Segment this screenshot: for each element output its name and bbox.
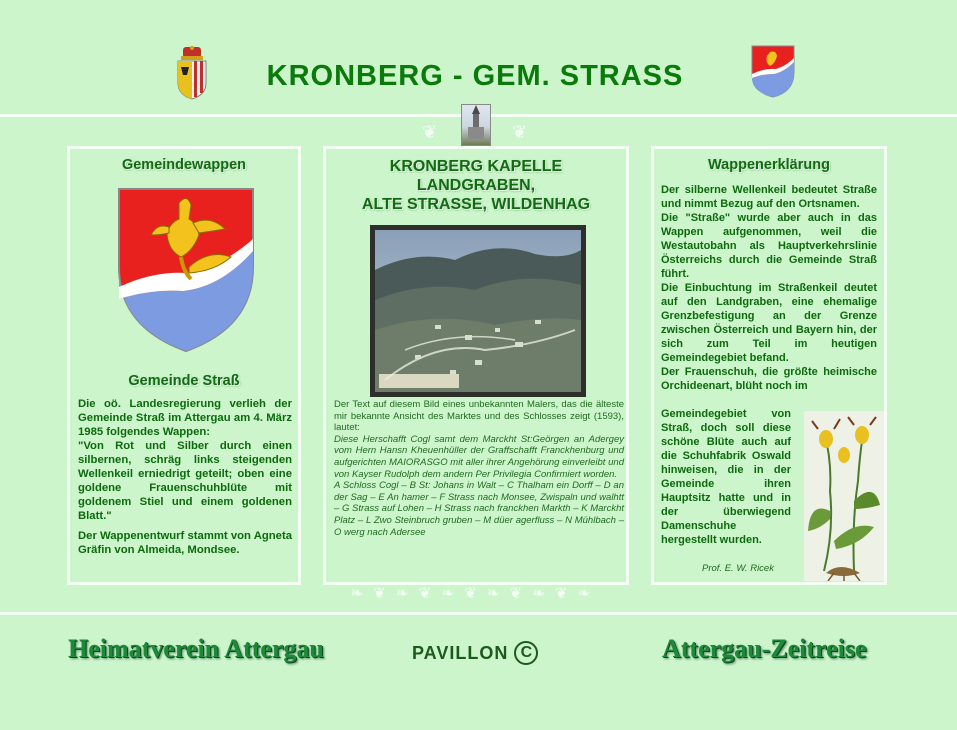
right-panel-author: Prof. E. W. Ricek: [702, 563, 774, 574]
center-legend-italic: A Schloss Cogl – B St: Johans in Walt – C Thalham ein Dorff – D an der Sag – E An hamer – F Strass nach Monsee, Zwispaln und walhtt – G Strass auf Lohen – H Strass nach franckhen Markth – K Marckht Platz – L Zwo Steinbruch gruben – M düer agerfluss – N Mühlbach – O werg nach Adersee: [334, 480, 624, 538]
strass-coat-of-arms-icon: [117, 187, 255, 353]
right-para-1: Der silberne Wellenkeil bedeutet Straße und nimmt Bezug auf den Ortsnamen.: [661, 184, 877, 210]
left-panel-subheading: Gemeinde Straß: [128, 373, 240, 389]
chapel-icon: [462, 105, 490, 145]
attergau-zeitreise-link[interactable]: Attergau-Zeitreise: [662, 634, 867, 663]
center-intro: Der Text auf diesem Bild eines unbekannten Malers, das die älteste mir bekannte Ansicht des Marktes und des Schlosses zeigt (1593), lautet:: [334, 399, 624, 434]
left-para-3: Der Wappenentwurf stammt von Agneta Gräfin von Almeida, Mondsee.: [78, 530, 292, 556]
ornament-left: ❦: [422, 122, 438, 142]
pavillon-link[interactable]: [412, 641, 538, 665]
left-panel-heading: Gemeindewappen: [121, 157, 247, 173]
ornament-right: ❦: [512, 122, 528, 142]
right-panel-text: [661, 183, 877, 393]
bottom-divider-line: [0, 612, 957, 615]
right-para-2: Die "Straße" wurde aber auch in das Wappen aufgenommen, weil die Westautobahn als Hauptverkehrslinie Österreichs durch die Gemeinde Straß führt.: [661, 212, 877, 280]
center-ornament: ❧ ❦ ❧ ❦ ❧ ❦ ❧ ❦ ❧ ❦ ❧: [350, 585, 594, 602]
chapel-thumbnail[interactable]: [461, 104, 491, 146]
right-panel-heading: Wappenerklärung: [708, 157, 830, 173]
center-quote-italic: Diese Herschafft Cogl samt dem Marckht St:Geörgen an Adergey vom Hern Hansn Kheuenhüller der Graffschafft Franckhenburg und aufgerichten MAIORASGO mit aller ihrer Angehörung einverleibt und von Kayser Rudolph dem andern Per Privilegia Confirmiert worden.: [334, 433, 624, 480]
left-panel: [67, 146, 301, 585]
left-para-1: Die oö. Landesregierung verlieh der Gemeinde Straß im Attergau am 4. März 1985 folgendes Wappen:: [78, 398, 292, 438]
center-heading-line-2: LANDGRABEN,: [416, 177, 536, 194]
page-title: KRONBERG - GEM. STRASS: [266, 60, 684, 92]
copyright-circle-icon: C: [514, 641, 538, 665]
center-panel-heading: [326, 157, 626, 214]
historic-landscape-painting: [375, 230, 581, 392]
center-quote: [334, 434, 624, 480]
left-panel-text: [78, 397, 292, 557]
center-legend: [334, 480, 624, 538]
heimatverein-attergau-link[interactable]: Heimatverein Attergau: [68, 634, 324, 663]
left-para-2: "Von Rot und Silber durch einen silbernen, schräg links steigenden Wellenkeil erniedrigt geteilt; oben eine goldene Frauenschuhblüte mit goldenem Stiel und einem goldenen Blatt.": [78, 440, 292, 522]
center-heading-line-3: ALTE STRASSE, WILDENHAG: [361, 196, 591, 213]
lady-slipper-orchid-illustration: [804, 411, 884, 581]
right-panel: [651, 146, 887, 585]
center-panel-text: [334, 399, 624, 538]
pavillon-label: PAVILLON: [412, 642, 509, 663]
right-panel-text-wrap: Gemeindegebiet von Straß, doch soll diese schöne Blüte auch auf die Schuhfabrik Oswald hinweisen, die in der Gemeinde ihren Hauptsitz hatte und in der überwiegend Damenschuhe hergestellt wurden.: [661, 408, 791, 546]
center-heading-line-1: KRONBERG KAPELLE: [389, 158, 563, 175]
right-para-4a: Der Frauenschuh, die größte heimische Orchideenart, blüht noch im: [661, 366, 877, 392]
historic-painting-frame[interactable]: [370, 225, 586, 397]
strass-crest-small-icon: [750, 44, 796, 98]
center-panel: [323, 146, 629, 585]
right-para-3: Die Einbuchtung im Straßenkeil deutet auf den Landgraben, eine ehemalige Grenzbefestigung an der Grenze zwischen Österreich und Bayern hin, der sich zum Teil im heutigen Gemeindegebiet befand.: [661, 282, 877, 364]
